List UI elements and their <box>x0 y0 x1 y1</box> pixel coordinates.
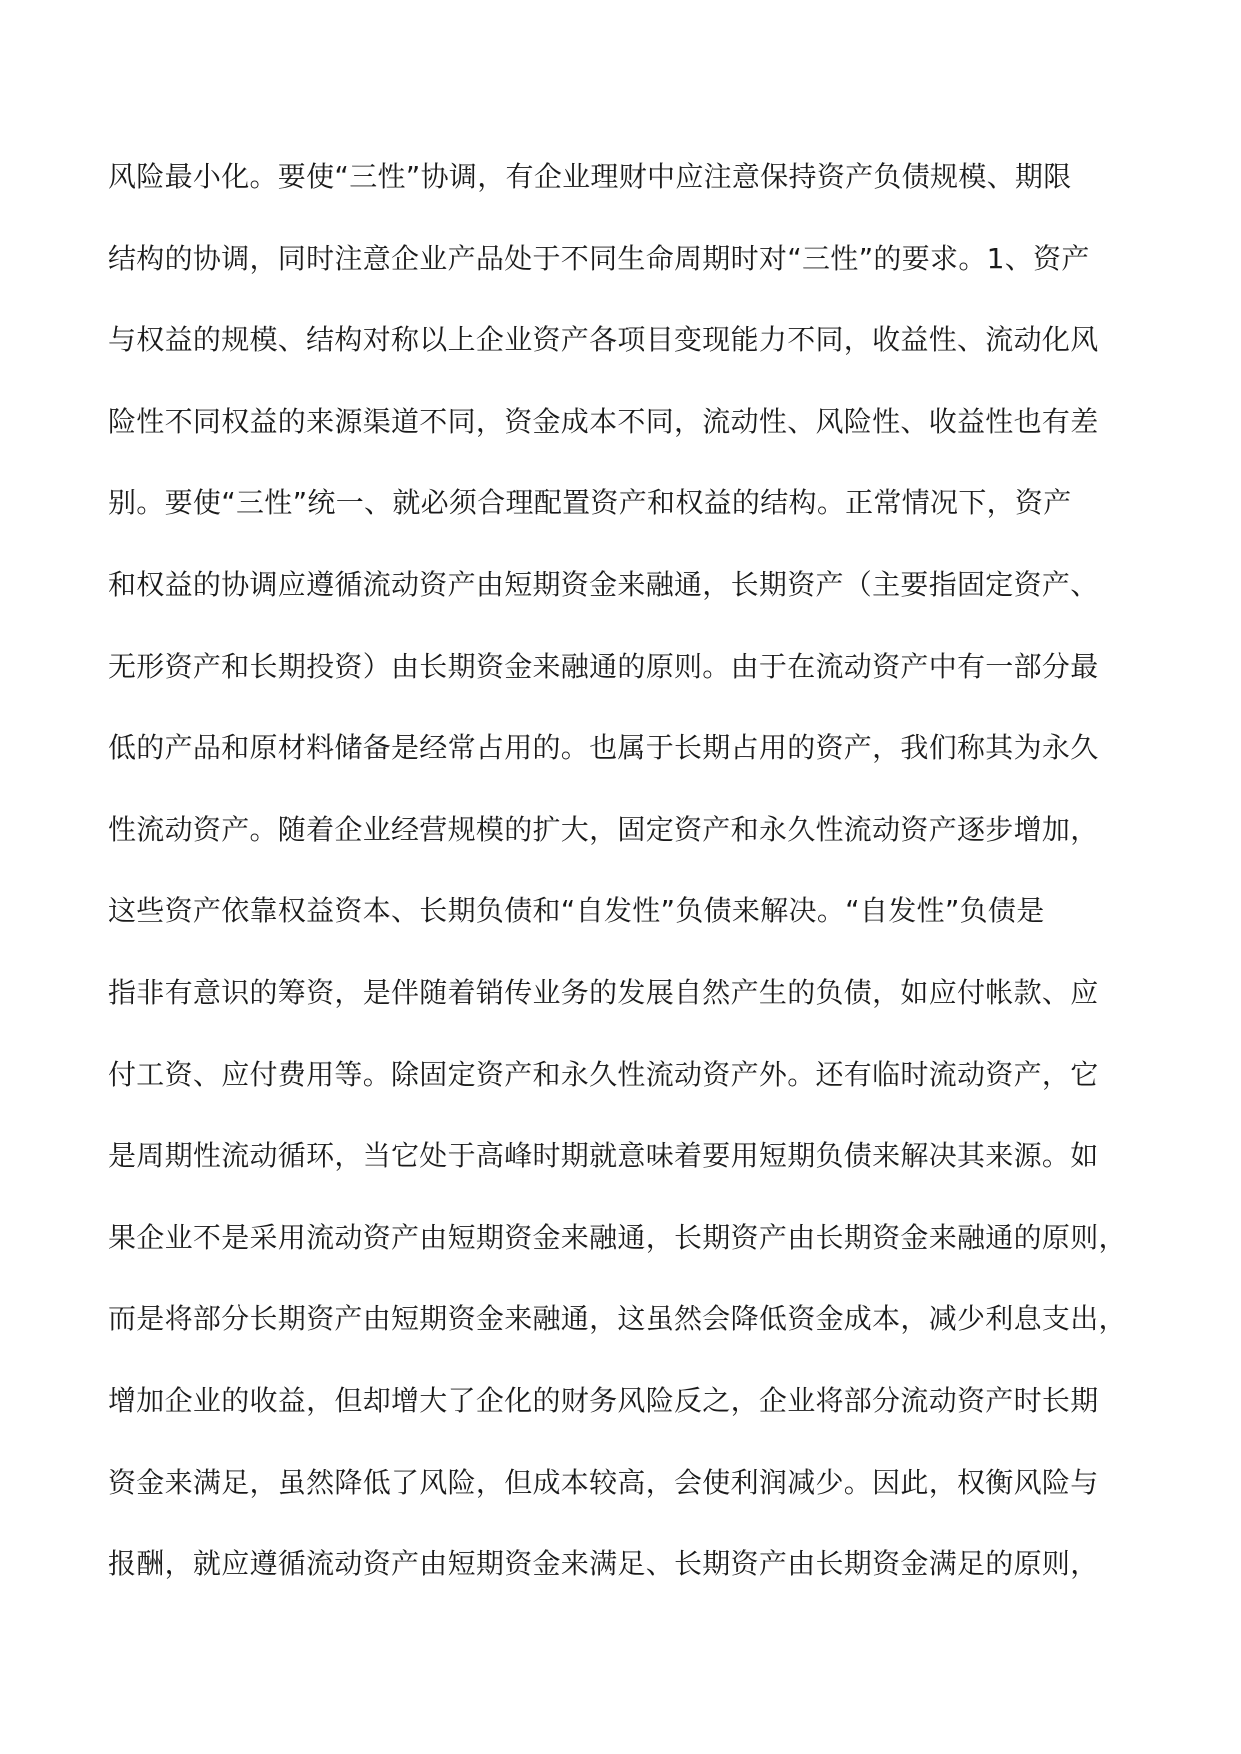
text-line: 低的产品和原材料储备是经常占用的。也属于长期占用的资产，我们称其为永久 <box>108 731 1099 765</box>
text-line: 而是将部分长期资产由短期资金来融通，这虽然会降低资金成本，减少利息支出， <box>108 1302 1127 1336</box>
text-line: 付工资、应付费用等。除固定资产和永久性流动资产外。还有临时流动资产，它 <box>108 1057 1099 1091</box>
body-text <box>108 160 1138 1629</box>
text-line: 无形资产和长期投资）由长期资金来融通的原则。由于在流动资产中有一部分最 <box>108 649 1099 683</box>
text-line: 与权益的规模、结构对称以上企业资产各项目变现能力不同，收益性、流动化风 <box>108 323 1099 357</box>
text-line: 果企业不是采用流动资产由短期资金来融通，长期资产由长期资金来融通的原则， <box>108 1220 1127 1254</box>
text-line: 险性不同权益的来源渠道不同，资金成本不同，流动性、风险性、收益性也有差 <box>108 404 1099 438</box>
text-line: 资金来满足，虽然降低了风险，但成本较高，会使利润减少。因此，权衡风险与 <box>108 1465 1099 1499</box>
text-line: 和权益的协调应遵循流动资产由短期资金来融通，长期资产（主要指固定资产、 <box>108 567 1099 601</box>
text-line: 结构的协调，同时注意企业产品处于不同生命周期时对“三性”的要求。1、资产 <box>108 241 1090 275</box>
text-line: 报酬，就应遵循流动资产由短期资金来满足、长期资产由长期资金满足的原则， <box>108 1547 1099 1581</box>
text-line: 别。要使“三性”统一、就必须合理配置资产和权益的结构。正常情况下，资产 <box>108 486 1072 520</box>
text-line: 风险最小化。要使“三性”协调，有企业理财中应注意保持资产负债规模、期限 <box>108 160 1072 193</box>
text-line: 增加企业的收益，但却增大了企化的财务风险反之，企业将部分流动资产时长期 <box>108 1383 1099 1417</box>
text-line: 是周期性流动循环，当它处于高峰时期就意味着要用短期负债来解决其来源。如 <box>108 1139 1099 1173</box>
text-line: 这些资产依靠权益资本、长期负债和“自发性”负债来解决。“自发性”负债是 <box>108 894 1045 928</box>
text-line: 性流动资产。随着企业经营规模的扩大，固定资产和永久性流动资产逐步增加， <box>108 812 1099 846</box>
text-line: 指非有意识的筹资，是伴随着销传业务的发展自然产生的负债，如应付帐款、应 <box>108 975 1099 1009</box>
